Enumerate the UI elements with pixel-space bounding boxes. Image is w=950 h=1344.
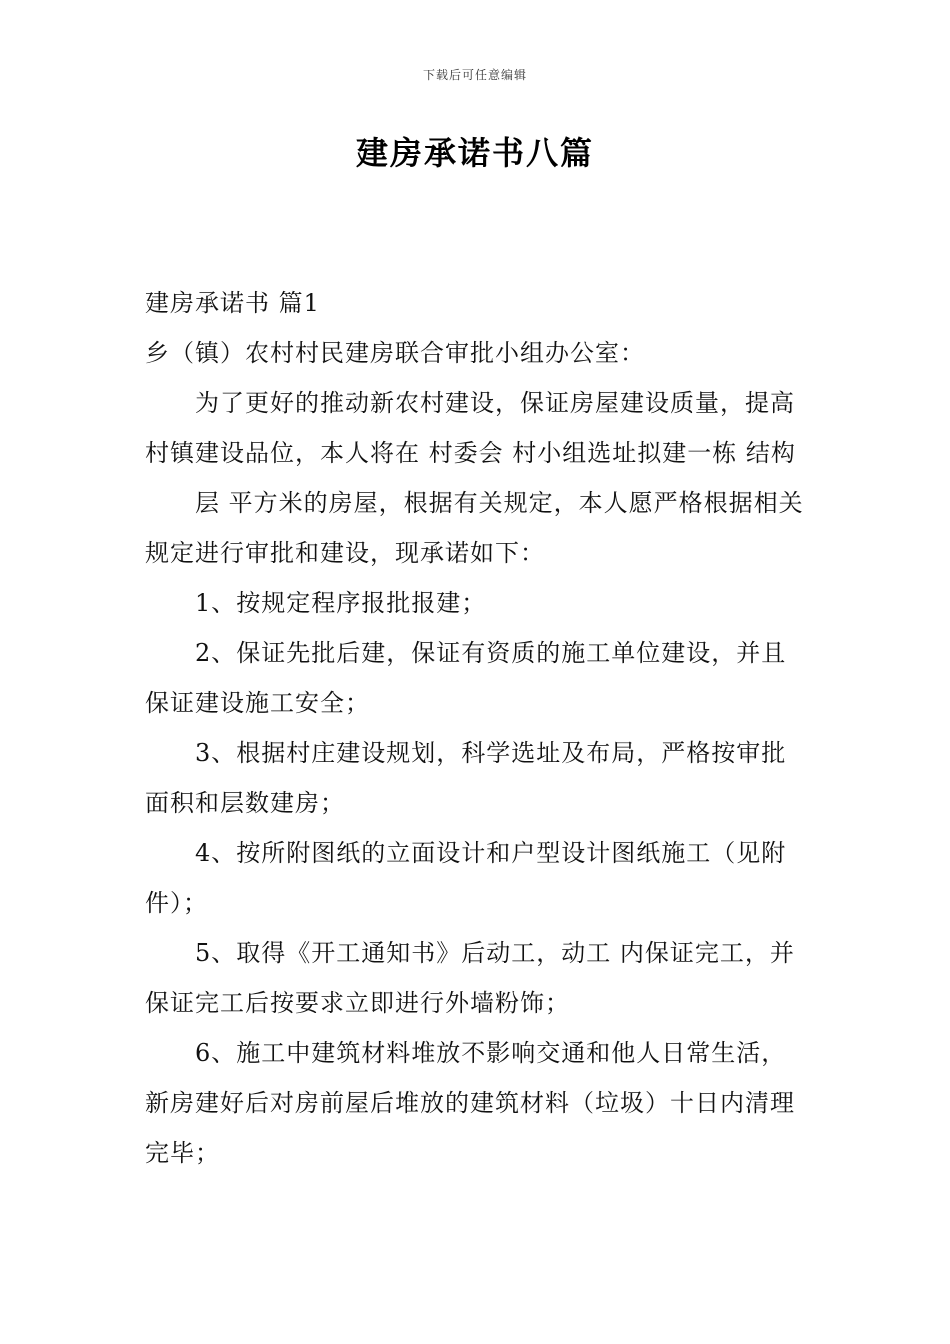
promise-item-4: 4、按所附图纸的立面设计和户型设计图纸施工（见附件）； <box>145 839 787 917</box>
document-body <box>145 278 810 1178</box>
addressee-line: 乡（镇）农村村民建房联合审批小组办公室： <box>145 339 645 367</box>
promise-item-3: 3、根据村庄建设规划，科学选址及布局，严格按审批面积和层数建房； <box>145 739 787 817</box>
promise-item-5: 5、取得《开工通知书》后动工，动工 内保证完工，并保证完工后按要求立即进行外墙粉饰； <box>145 939 795 1017</box>
section-heading: 建房承诺书 篇1 <box>145 289 320 317</box>
document-title: 建房承诺书八篇 <box>355 134 594 172</box>
promise-item-6: 6、施工中建筑材料堆放不影响交通和他人日常生活，新房建好后对房前屋后堆放的建筑材料（垃圾）十日内清理完毕； <box>145 1039 795 1167</box>
paragraph-intro: 为了更好的推动新农村建设，保证房屋建设质量，提高村镇建设品位，本人将在 村委会 村小组选址拟建一栋 结构 <box>145 389 796 467</box>
header-note: 下载后可任意编辑 <box>422 68 527 82</box>
promise-item-2: 2、保证先批后建，保证有资质的施工单位建设，并且保证建设施工安全； <box>145 639 787 717</box>
promise-item-1: 1、按规定程序报批报建； <box>195 589 487 617</box>
paragraph-intro-cont: 层 平方米的房屋，根据有关规定，本人愿严格根据相关规定进行审批和建设，现承诺如下： <box>145 489 804 567</box>
